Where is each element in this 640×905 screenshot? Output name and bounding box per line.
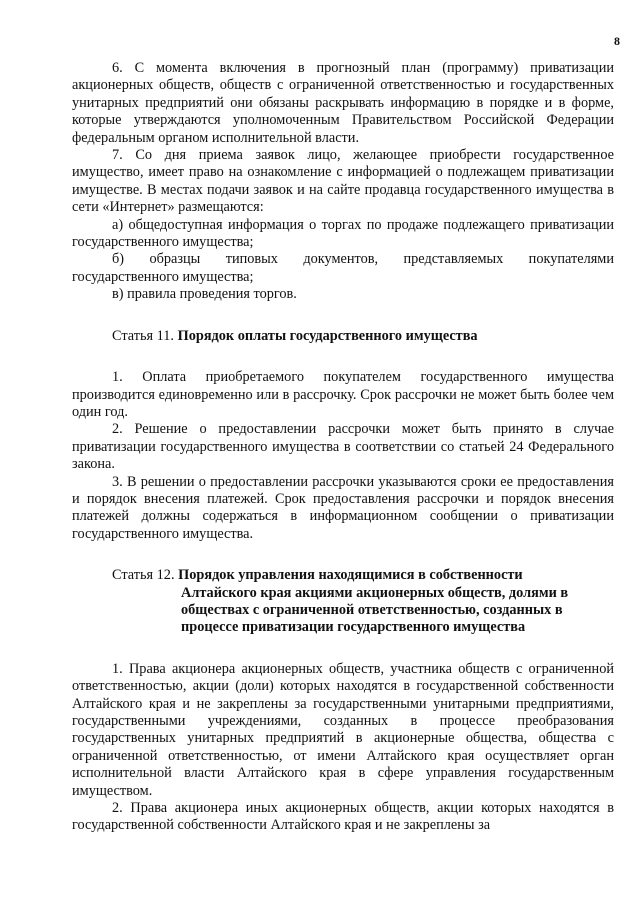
article-12-paragraph-1: 1. Права акционера акционерных обществ, участника обществ с ограниченной ответственностью, акции (доли) которых находятся в государственной собственности Алтайского края и не закреплены за государственными унитарными предприятиями, государственными учреждениями, созданных в процессе преобразования государственных унитарных предприятий в акционерные общества, общества с ограниченной ответственностью, от имени Алтайского края осуществляет орган исполнительной власти Алтайского края в сфере управления государственным имуществом. [72,660,614,799]
article-12-label: Статья 12. [112,567,175,584]
article-12-title-line-2: Алтайского края акциями акционерных обществ, долями в [181,584,569,601]
paragraph-7: 7. Со дня приема заявок лицо, желающее приобрести государственное имущество, имеет право на ознакомление с информацией о подлежащем приватизации имуществе. В местах подачи заявок и на сайте продавца государственного имущества в сети «Интернет» размещаются: [72,147,614,216]
paragraph-7c: в) правила проведения торгов. [112,286,297,303]
article-11-title: Порядок оплаты государственного имущества [177,327,478,344]
article-11-paragraph-1: 1. Оплата приобретаемого покупателем государственного имущества производится единовременно или в рассрочку. Срок рассрочки не может быть более чем один год. [72,369,614,420]
article-12-title-line-1: Порядок управления находящимися в собственности [178,567,523,584]
paragraph-7b: б) образцы типовых документов, представляемых покупателями государственного имущества; [72,251,614,285]
article-11-heading [72,328,614,345]
paragraph-7a: а) общедоступная информация о торгах по продаже подлежащего приватизации государственного имущества; [72,216,614,251]
article-11-label: Статья 11. [112,327,175,344]
article-11-paragraph-3: 3. В решении о предоставлении рассрочки указываются сроки ее предоставления и порядок внесения платежей. Срок предоставления рассрочки и порядок внесения платежей должны содержаться в информационном сообщении о приватизации государственного имущества. [72,473,614,542]
article-12-title-line-3: обществах с ограниченной ответственностью, созданных в [181,601,563,618]
article-11-paragraph-2: 2. Решение о предоставлении рассрочки может быть принято в случае приватизации государственного имущества в соответствии со статьей 24 Федерального закона. [72,421,614,473]
article-12-title-line-4: процессе приватизации государственного имущества [181,619,526,636]
article-12-heading [72,567,614,637]
page-number: 8 [614,34,620,48]
paragraph-6: 6. С момента включения в прогнозный план (программу) приватизации акционерных обществ, обществ с ограниченной ответственностью и государственных унитарных предприятий они обязаны раскрывать информацию в порядке и в форме, которые утверждаются уполномоченным Правительством Российской Федерации федеральным органом исполнительной власти. [72,60,614,146]
document-body [72,60,614,835]
article-12-paragraph-2: 2. Права акционера иных акционерных обществ, акции которых находятся в государственной собственности Алтайского края и не закреплены за [72,800,614,834]
